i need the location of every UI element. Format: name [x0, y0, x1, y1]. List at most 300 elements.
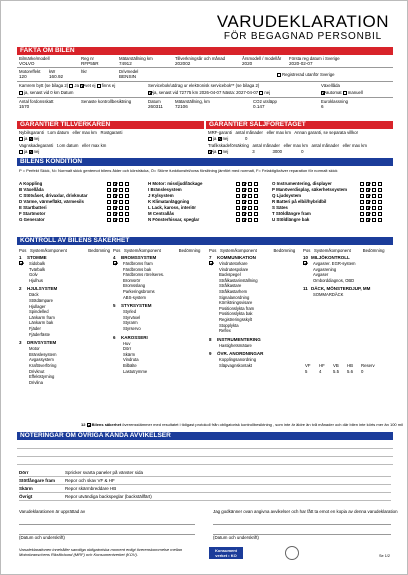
signature-left-label: Varudeklarationen är upprättad av: [19, 509, 86, 514]
condition-rating-checkbox[interactable]: [378, 200, 382, 204]
warranty-new-nej-checkbox[interactable]: [29, 137, 33, 141]
mrf-checks: ja nej 0: [208, 136, 247, 141]
condition-rating-checkbox[interactable]: [360, 200, 364, 204]
section-condition-header: BILENS KONDITION: [17, 158, 393, 166]
condition-rating-checkbox[interactable]: [248, 200, 252, 204]
safety-group: [113, 335, 203, 375]
safety-group-title: [19, 340, 109, 346]
safety-group-title: [303, 255, 393, 261]
safety-group-label: HJULSYSTEM: [27, 286, 58, 292]
condition-rating-checkbox[interactable]: [372, 200, 376, 204]
condition-rating-checkbox[interactable]: [107, 206, 111, 210]
condition-rating-checkbox[interactable]: [372, 182, 376, 186]
condition-rating-checkbox[interactable]: [242, 212, 246, 216]
condition-rating-checkbox[interactable]: [242, 194, 246, 198]
safety-column-4: [303, 255, 393, 301]
safety-group-label: BROMSSYSTEM: [121, 255, 157, 260]
condition-item: U Stöldlängre bak: [272, 217, 347, 223]
condition-rating-checkbox[interactable]: [366, 194, 370, 198]
condition-rating-checkbox[interactable]: [378, 194, 382, 198]
safety-group: [209, 255, 299, 334]
safety-item: Styrservo: [123, 325, 141, 331]
condition-rating-checkbox[interactable]: [107, 188, 111, 192]
condition-item: F Startmotor: [19, 211, 88, 217]
condition-rating-checkbox[interactable]: [236, 194, 240, 198]
safety-item: Dörr: [123, 346, 132, 352]
condition-rating-checkbox[interactable]: [366, 200, 370, 204]
safety-item: Bränslesystem: [29, 351, 57, 357]
condition-item: O Instrumentering, displayer: [272, 181, 347, 187]
condition-rating-checkbox[interactable]: [125, 200, 129, 204]
safety-item: Styrarm: [123, 320, 138, 326]
condition-rating-checkbox[interactable]: [113, 194, 117, 198]
registered-abroad-checkbox[interactable]: [277, 73, 281, 77]
safety-group-number: 3: [19, 340, 22, 346]
condition-rating-checkbox[interactable]: [254, 200, 258, 204]
safety-note-checkbox[interactable]: [87, 423, 91, 427]
safety-group-number: 7: [209, 255, 212, 260]
service-detail: ja, senast vid 72775 km 2026-04-07 Nästa: 2027-04-07 nej: [148, 90, 270, 95]
safety-group-checkbox[interactable]: [209, 261, 213, 265]
fact-reg: Reg nr RFP55R: [81, 56, 99, 66]
date-left-line: [19, 534, 195, 535]
safety-item: Vindrutespolare: [219, 266, 249, 272]
condition-rating-checkbox[interactable]: [113, 206, 117, 210]
condition-rating-checkbox[interactable]: [107, 218, 111, 222]
condition-rating-checkbox[interactable]: [242, 218, 246, 222]
condition-rating-checkbox[interactable]: [119, 218, 123, 222]
safety-item: Fjäder: [29, 325, 41, 331]
condition-column-right: [272, 181, 347, 223]
safety-group-title: [209, 337, 299, 343]
safety-group-label: MILJÖKONTROLL: [311, 255, 350, 260]
note-row: [19, 485, 391, 493]
condition-rating-checkbox[interactable]: [254, 218, 258, 222]
safety-item: Släpvagnskontakt: [219, 362, 253, 368]
section-facts-header: FAKTA OM BILEN: [17, 47, 393, 55]
condition-item: I Bränslesystem: [148, 187, 202, 193]
note-value: Repor och skav VF & HF: [65, 478, 115, 483]
safety-group-label: ÖVR. ANORDNINGAR: [217, 351, 264, 357]
traffic-ja-checkbox[interactable]: [208, 150, 212, 154]
safety-item: Motor: [29, 346, 40, 352]
condition-rating-checkbox[interactable]: [113, 182, 117, 186]
condition-rating-checkbox[interactable]: [378, 218, 382, 222]
condition-rating-checkbox[interactable]: [378, 212, 382, 216]
condition-rating-checkbox[interactable]: [360, 212, 364, 216]
condition-item: J Kylsystem: [148, 193, 202, 199]
condition-rating-checkbox[interactable]: [125, 188, 129, 192]
traffic-checks: ja nej 3 3000 0: [208, 149, 304, 154]
condition-rating-checkbox[interactable]: [372, 218, 376, 222]
safety-group-label: DÄCK, MÖNSTERDJUP, MM: [311, 286, 371, 292]
safety-item: Avgasrer. EGR-system: [313, 261, 356, 266]
registered-abroad[interactable]: Registrerad utanför Sverige: [277, 72, 335, 77]
condition-rating-checkbox[interactable]: [236, 218, 240, 222]
safety-item: ABS-system: [123, 294, 147, 300]
timing-belt-last-checkbox[interactable]: [19, 91, 23, 95]
fact-first-reg: Första reg datum i Sverige 2020-02-07: [289, 56, 340, 66]
condition-rating-checkbox[interactable]: [248, 206, 252, 210]
condition-rating-checkbox[interactable]: [113, 212, 117, 216]
safety-group-label: INSTRUMENTERING: [217, 336, 261, 342]
condition-legend: P = Perfekt Skick, N= Normalt skick gentemot bilens ålder och körsträcka, Ö= Större funktionsfel/ovss förslitning jämfört med normalt, F= Felaktig/kräver reparation för normalt skick: [19, 168, 338, 173]
condition-item: N Fönsterhissar, speglar: [148, 217, 202, 223]
tread-depth-values: [305, 369, 375, 374]
warranty-vagn-row: Vagnskadegaranti t.om datum eller max km: [19, 143, 107, 148]
document-title: [217, 13, 389, 42]
fact-inspection-date: Datum 260311: [148, 99, 163, 109]
safety-item: Körriktningsvisare: [219, 300, 253, 306]
safety-item: Färdbroms fram: [123, 261, 153, 266]
traffic-nej-checkbox[interactable]: [218, 150, 222, 154]
condition-item: M Centrallås: [148, 211, 202, 217]
safety-item: Vindrutetorkare: [219, 261, 248, 266]
safety-item: Parkeringsbroms: [123, 288, 155, 294]
tread-value: 5.5: [333, 369, 339, 374]
tread-value: 4: [319, 369, 322, 374]
condition-rating-checkbox[interactable]: [119, 188, 123, 192]
condition-rating-checkbox[interactable]: [372, 206, 376, 210]
timing-belt-detail: ja, senast vid 0 km Datum: [19, 90, 73, 95]
service-nej-checkbox[interactable]: [259, 91, 263, 95]
condition-rating-checkbox[interactable]: [125, 206, 129, 210]
safety-item: Kopplingsanordning: [219, 357, 257, 363]
safety-group-number: 2: [19, 286, 22, 292]
condition-column-left: [19, 181, 88, 223]
condition-item: A Koppling: [19, 181, 88, 187]
safety-group-number: 10: [303, 255, 309, 260]
condition-rating-checkbox[interactable]: [360, 206, 364, 210]
safety-group-label: STOMME: [27, 255, 47, 260]
safety-group: [303, 255, 393, 283]
condition-rating-checkbox[interactable]: [236, 206, 240, 210]
safety-group-number: 5: [113, 303, 116, 309]
safety-item: Registreringsskylt: [219, 316, 253, 322]
warranty-vagn-nej-checkbox[interactable]: [29, 150, 33, 154]
note-row: [19, 477, 391, 485]
title-subtitle: FÖR BEGAGNAD PERSONBIL: [223, 31, 382, 42]
note-row: [19, 469, 391, 477]
date-right-line: [213, 534, 391, 535]
tread-position: Reserv: [361, 363, 375, 368]
tread-value: 5.6: [347, 369, 353, 374]
note-label: Övrigt: [19, 494, 33, 499]
notes-blank-lines: [17, 441, 393, 465]
page-indicator: Se 1/2: [379, 554, 390, 558]
condition-rating-checkbox[interactable]: [119, 194, 123, 198]
service-ja-checkbox[interactable]: [148, 91, 152, 95]
condition-rating-checkbox[interactable]: [236, 212, 240, 216]
condition-rating-checkbox[interactable]: [125, 218, 129, 222]
fact-hp: hkr: [81, 69, 87, 74]
condition-rating-checkbox[interactable]: [242, 206, 246, 210]
condition-item: S Sätes: [272, 205, 347, 211]
condition-rating-checkbox[interactable]: [236, 182, 240, 186]
fact-tax: Antal fordonsskatt 1570: [19, 99, 54, 109]
safety-head-3: Pos System/komponent Bedömning: [209, 248, 296, 253]
section-safety-header: KONTROLL AV BILENS SÄKERHET: [17, 237, 393, 245]
mrf-row: MRF-garanti antal månader eller max km Annan garanti, se separata villkor: [208, 130, 359, 135]
gearbox-manuell-checkbox[interactable]: [343, 91, 347, 95]
condition-rating-checkbox[interactable]: [366, 206, 370, 210]
safety-item: Strålkastarhem: [219, 288, 248, 294]
safety-item: Bilbälte: [123, 362, 137, 368]
signature-left-line[interactable]: [19, 524, 195, 525]
warranty-new-ja-checkbox[interactable]: [19, 137, 23, 141]
safety-column-3: [209, 255, 299, 372]
condition-item: Q Ljudsystem: [272, 193, 347, 199]
safety-group-title: [209, 351, 299, 357]
condition-rating-checkbox[interactable]: [248, 188, 252, 192]
safety-group-checkbox[interactable]: [113, 261, 117, 265]
safety-group: [303, 286, 393, 298]
safety-item: Positionslykta bak: [219, 311, 253, 317]
safety-item: Drivlina: [29, 379, 43, 385]
fact-fuel: Drivmedel BENSIN: [119, 69, 139, 79]
condition-rating-checkbox[interactable]: [113, 200, 117, 204]
signature-right-date: (Datum och underskrift): [213, 535, 259, 540]
signature-right-line[interactable]: [213, 524, 391, 525]
divider: [17, 81, 393, 82]
footer-disclaimer: Varudeklarationen innehåller samtliga obligatoriska moment enligt överenskommelse mellan Motorbranschens Riksförbund (MRF) och Konsumentverket (KOV).: [19, 547, 183, 557]
note-row: [19, 493, 391, 501]
condition-rating-checkbox[interactable]: [236, 200, 240, 204]
condition-rating-checkbox[interactable]: [366, 182, 370, 186]
safety-group-title: [113, 303, 203, 309]
safety-item: Fjäderfäste: [29, 331, 50, 337]
safety-item: Omborddiagnos, OBD: [313, 277, 355, 283]
condition-item: P Manöverdisplay, säkerhetssystem: [272, 187, 347, 193]
condition-rating-checkbox[interactable]: [254, 212, 258, 216]
safety-group: [209, 351, 299, 368]
fact-odometer: Mätarställning km 74912: [119, 56, 153, 66]
warranty-vagn-ja-checkbox[interactable]: [19, 150, 23, 154]
safety-item: Strålkastarinställning: [219, 277, 258, 283]
safety-item: Kraftöverföring: [29, 362, 57, 368]
condition-rating-checkbox[interactable]: [107, 200, 111, 204]
safety-group-label: STYRSYSTEM: [121, 303, 152, 309]
condition-rating-checkbox[interactable]: [113, 218, 117, 222]
safety-item: Länkarm fram: [29, 314, 55, 320]
safety-group-number: 1: [19, 255, 22, 260]
timing-belt-ja-checkbox[interactable]: [69, 84, 73, 88]
fact-inspection: Senaste kontrollbesiktning: [81, 99, 132, 104]
note-label: Skärm: [19, 486, 33, 491]
condition-rating-checkbox[interactable]: [378, 206, 382, 210]
condition-rating-checkbox[interactable]: [372, 188, 376, 192]
mrf-ja-checkbox[interactable]: [208, 137, 212, 141]
safety-item: Sidobalk: [29, 261, 46, 266]
condition-rating-checkbox[interactable]: [248, 194, 252, 198]
safety-item: Färdbroms rörelseres.: [123, 272, 165, 278]
safety-item: Styrväxel: [123, 314, 141, 320]
divider: [17, 67, 393, 68]
warranty-new-row: Nybilsgaranti t.om datum eller max km Rostgaranti: [19, 130, 123, 135]
condition-rating-checkbox[interactable]: [378, 182, 382, 186]
condition-rating-checkbox[interactable]: [248, 212, 252, 216]
safety-item: Däck: [29, 292, 39, 298]
safety-item: Stopplykta: [219, 322, 239, 328]
fact-inspection-km: Mätarställning, km 72106: [175, 99, 210, 109]
tread-position: HF: [319, 363, 325, 368]
tread-depth-header: [305, 363, 375, 368]
signature-right-label: Jag godkänner ovan angivna avvikelser och har fått ta emot en kopia av denna varudeklaration: [213, 509, 398, 514]
note-value: Repor skärmbreddare HB: [65, 486, 117, 491]
section-seller-warranty-header: GARANTIER SÄLJFÖRETAGET: [206, 121, 393, 129]
safety-head-4: Pos System/komponent Bedömning: [303, 248, 385, 253]
safety-note-12: 12 Bilens säkerhet överensstämmer med resultatet i tidigast protokoll från obligatorisk kontrollbesiktning , som inte är äldre än två månader och där bilen inte körts mer än 100 mil: [81, 422, 403, 427]
safety-group: [19, 340, 109, 385]
gearbox-label: Växellåda: [321, 83, 340, 88]
condition-column-mid: [148, 181, 202, 223]
condition-rating-checkbox[interactable]: [107, 212, 111, 216]
safety-group-title: [113, 255, 203, 261]
condition-rating-checkbox[interactable]: [372, 212, 376, 216]
safety-head-2: Pos System/komponent Bedömning: [113, 248, 201, 253]
condition-rating-checkbox[interactable]: [248, 218, 252, 222]
safety-group-number: 8: [209, 336, 212, 342]
safety-item: Golv: [29, 272, 38, 278]
safety-group: [113, 255, 203, 300]
traffic-row: Trafikskadeförsäkring antal månader eller max km antal månader eller max km: [208, 143, 367, 148]
condition-rating-checkbox[interactable]: [360, 188, 364, 192]
condition-rating-checkbox[interactable]: [254, 182, 258, 186]
safety-group-title: [113, 335, 203, 341]
condition-rating-checkbox[interactable]: [119, 182, 123, 186]
safety-group-title: [19, 286, 109, 292]
timing-belt-row: Kamrem bytt (se bilaga 2) Ja vet ej finns ej: [19, 83, 116, 88]
safety-item: Avgaser: [313, 272, 329, 278]
condition-rating-checkbox[interactable]: [254, 194, 258, 198]
tread-position: HB: [347, 363, 353, 368]
condition-rating-checkbox[interactable]: [107, 182, 111, 186]
notes-list: [19, 469, 391, 501]
safety-item: Stötdämpare: [29, 297, 53, 303]
fact-manufactured: Tillverkningsår och månad 202002: [175, 56, 225, 66]
tread-position: VB: [333, 363, 339, 368]
condition-rating-checkbox[interactable]: [366, 188, 370, 192]
safety-item: Drivknut: [29, 368, 45, 374]
safety-group-number: 9: [209, 351, 212, 357]
condition-rating-checkbox[interactable]: [119, 206, 123, 210]
safety-item: Strålkastare: [219, 283, 242, 289]
safety-item: Vindruta: [123, 357, 139, 363]
note-value: Repor utvändiga backspeglar (backställfärt): [65, 494, 152, 499]
safety-group: [19, 255, 109, 283]
safety-group: [113, 303, 203, 331]
safety-item: Effektstyrning: [29, 374, 55, 380]
safety-group-title: [303, 286, 393, 292]
title-main: VARUDEKLARATION: [216, 12, 389, 31]
condition-rating-checkbox[interactable]: [254, 206, 258, 210]
condition-rating-checkbox[interactable]: [236, 188, 240, 192]
safety-item: Styrled: [123, 309, 137, 315]
condition-rating-checkbox[interactable]: [366, 212, 370, 216]
safety-group-checkbox[interactable]: [19, 261, 23, 265]
safety-group-label: DRIVSYSTEM: [27, 340, 57, 346]
condition-rating-checkbox[interactable]: [248, 182, 252, 186]
condition-rating-checkbox[interactable]: [107, 194, 111, 198]
fact-co2: CO2 utsläpp 0.147: [253, 99, 277, 109]
signature-left-date: (Datum och underskrift): [19, 535, 65, 540]
fact-model-year: Årsmodell / modellår 2020: [242, 56, 282, 66]
safety-item: Hjulhus: [29, 277, 43, 283]
tread-value: 0: [361, 369, 364, 374]
condition-item: D Värme, värmefläkt, värmesils: [19, 199, 88, 205]
safety-item: Länkarm bak: [29, 320, 54, 326]
condition-item: L Lack, kaross, interiör: [148, 205, 202, 211]
safety-item: Bromsslang: [123, 283, 146, 289]
safety-group: [19, 286, 109, 337]
tread-position: VF: [305, 363, 311, 368]
fact-euro: Euroklassning 6: [321, 99, 348, 109]
safety-column-2: [113, 255, 203, 377]
condition-rating-checkbox[interactable]: [372, 194, 376, 198]
condition-item: K Klimatanläggning: [148, 199, 202, 205]
note-label: Dörr: [19, 470, 29, 475]
condition-rating-checkbox[interactable]: [125, 212, 129, 216]
safety-column-1: [19, 255, 109, 388]
condition-rating-checkbox[interactable]: [119, 212, 123, 216]
safety-group-checkbox[interactable]: [303, 261, 307, 265]
safety-item: Tvärbalk: [29, 266, 46, 272]
safety-item: Backspegel: [219, 272, 241, 278]
safety-group-number: 4: [113, 255, 116, 260]
warranty-new-checks: ja nej: [19, 136, 39, 141]
condition-rating-checkbox[interactable]: [125, 194, 129, 198]
safety-item: Skärm: [123, 351, 136, 357]
konsumentverket-logo: Konsument verket • KO: [209, 547, 243, 559]
condition-rating-checkbox[interactable]: [242, 182, 246, 186]
condition-item: T Stöldlängre fram: [272, 211, 347, 217]
section-warranty-header: GARANTIER TILLVERKAREN: [17, 121, 204, 129]
condition-rating-checkbox[interactable]: [113, 188, 117, 192]
safety-item: Hjullager: [29, 303, 46, 309]
gearbox-automat-checkbox[interactable]: [321, 91, 325, 95]
condition-item: C Stötvåset, drivaxlar, drivknutar: [19, 193, 88, 199]
mrf-nej-checkbox[interactable]: [218, 137, 222, 141]
condition-rating-checkbox[interactable]: [378, 188, 382, 192]
condition-rating-checkbox[interactable]: [366, 218, 370, 222]
note-value: Spricker svarta paneler på vänster sida: [65, 470, 144, 475]
condition-rating-checkbox[interactable]: [360, 218, 364, 222]
safety-item: Bromsrör: [123, 277, 141, 283]
safety-item: Huv: [123, 340, 131, 346]
gearbox-options: automat manuell: [321, 90, 363, 95]
safety-item: Signalanordning: [219, 294, 250, 300]
safety-item: Avgasrening: [313, 266, 337, 272]
condition-rating-checkbox[interactable]: [119, 200, 123, 204]
condition-rating-checkbox[interactable]: [360, 194, 364, 198]
condition-rating-checkbox[interactable]: [242, 200, 246, 204]
safety-item: Lastutrymme: [123, 368, 148, 374]
safety-item: Färdbroms bak: [123, 266, 152, 272]
condition-rating-checkbox[interactable]: [242, 188, 246, 192]
condition-item: R Batteri på elbil/hybridbil: [272, 199, 347, 205]
fact-make: Bilmärke/modell VOLVO: [19, 56, 50, 66]
mrf-seal-icon: [285, 546, 299, 560]
condition-rating-checkbox[interactable]: [254, 188, 258, 192]
safety-item: Reflex: [219, 328, 231, 334]
timing-belt-finns-ej-checkbox[interactable]: [97, 84, 101, 88]
warranty-vagn-checks: ja nej: [19, 149, 39, 154]
condition-rating-checkbox[interactable]: [125, 182, 129, 186]
condition-rating-checkbox[interactable]: [360, 182, 364, 186]
safety-head-1: Pos System/komponent Bedömning: [19, 248, 111, 253]
timing-belt-vet-ej-checkbox[interactable]: [80, 84, 84, 88]
condition-item: H Motor: missljud/läckage: [148, 181, 202, 187]
